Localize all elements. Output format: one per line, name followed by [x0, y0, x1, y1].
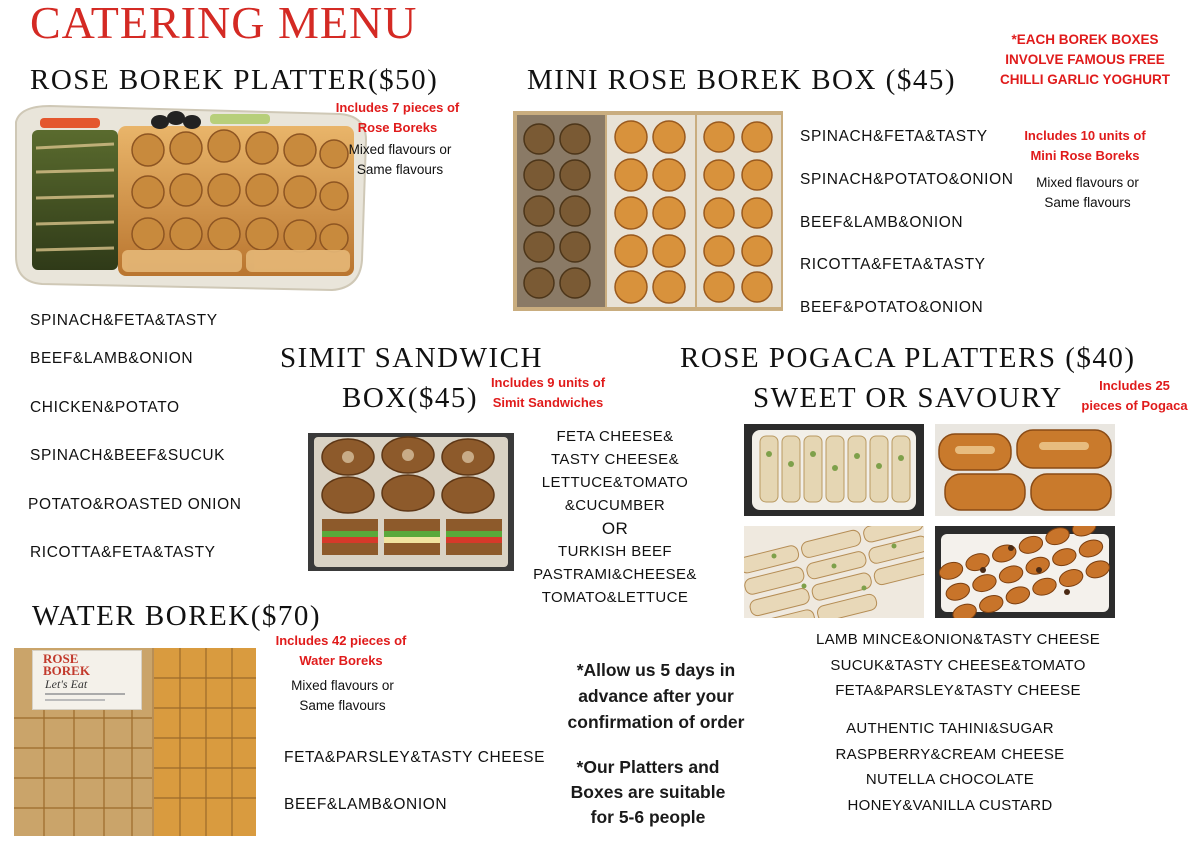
mini-box-flavour: SPINACH&POTATO&ONION [800, 171, 1014, 188]
mini-box-flavour: BEEF&POTATO&ONION [800, 299, 984, 316]
mini-box-heading: MINI ROSE BOREK BOX ($45) [527, 64, 956, 96]
brand-tagline: Let's Eat [45, 677, 88, 691]
mini-box-flavour: RICOTTA&FETA&TASTY [800, 256, 986, 273]
mini-box-includes: Includes 10 units of Mini Rose Boreks [1024, 128, 1146, 163]
simit-heading-line2: BOX($45) [342, 382, 479, 414]
water-borek-photo [14, 648, 256, 836]
water-borek-heading: WATER BOREK($70) [32, 600, 322, 632]
serving-notice: *Our Platters and Boxes are suitable for 5-6 people [570, 757, 726, 827]
brand-logo: ROSE BOREK [43, 651, 90, 678]
label-divider [45, 699, 105, 701]
advance-notice: *Allow us 5 days in advance after your confirmation of order [567, 660, 745, 732]
pogaca-includes: Includes 25 pieces of Pogaca [1081, 378, 1188, 413]
rose-borek-flavour: CHICKEN&POTATO [30, 399, 180, 416]
mini-box-flavour: SPINACH&FETA&TASTY [800, 128, 988, 145]
simit-box-photo [308, 433, 514, 571]
water-borek-label [32, 650, 142, 710]
page-title: CATERING MENU [30, 0, 418, 48]
rose-borek-flavour: SPINACH&FETA&TASTY [30, 312, 218, 329]
mini-box-photo [513, 111, 783, 311]
pogaca-photo-2 [935, 424, 1115, 516]
simit-includes: Includes 9 units of Simit Sandwiches [490, 375, 606, 410]
pogaca-heading-line1: ROSE POGACA PLATTERS ($40) [680, 342, 1136, 374]
free-yoghurt-note: *EACH BOREK BOXES INVOLVE FAMOUS FREE CHILLI GARLIC YOGHURT [1000, 32, 1170, 87]
rose-borek-flavour: RICOTTA&FETA&TASTY [30, 544, 216, 561]
pogaca-photo-3 [744, 526, 924, 618]
rose-borek-flavour: BEEF&LAMB&ONION [30, 350, 194, 367]
simit-fillings: FETA CHEESE& TASTY CHEESE& LETTUCE&TOMATO &CUCUMBER OR TURKISH BEEF PASTRAMI&CHEESE& TOMATO&LETTUCE [533, 428, 697, 606]
rose-borek-note: Mixed flavours or Same flavours [348, 142, 452, 177]
simit-heading-line1: SIMIT SANDWICH [280, 342, 543, 374]
water-borek-note: Mixed flavours or Same flavours [291, 678, 394, 713]
mini-box-note: Mixed flavours or Same flavours [1036, 175, 1139, 210]
rose-borek-includes: Includes 7 pieces of Rose Boreks [335, 100, 460, 135]
water-borek-flavour: BEEF&LAMB&ONION [284, 796, 448, 813]
rose-borek-heading: ROSE BOREK PLATTER($50) [30, 64, 439, 96]
pogaca-photo-4 [935, 526, 1115, 618]
mini-box-flavour: BEEF&LAMB&ONION [800, 214, 964, 231]
pogaca-heading-line2: SWEET OR SAVOURY [753, 382, 1063, 414]
label-divider [45, 693, 125, 695]
pogaca-savoury-list: LAMB MINCE&ONION&TASTY CHEESE SUCUK&TASTY CHEESE&TOMATO FETA&PARSLEY&TASTY CHEESE [815, 631, 1101, 699]
rose-borek-flavour: POTATO&ROASTED ONION [28, 496, 242, 513]
water-borek-flavour: FETA&PARSLEY&TASTY CHEESE [284, 749, 546, 766]
water-borek-includes: Includes 42 pieces of Water Boreks [275, 633, 407, 668]
pogaca-photo-1 [744, 424, 924, 516]
rose-borek-flavour: SPINACH&BEEF&SUCUK [30, 447, 226, 464]
pogaca-sweet-list: AUTHENTIC TAHINI&SUGAR RASPBERRY&CREAM CHEESE NUTELLA CHOCOLATE HONEY&VANILLA CUSTARD [835, 720, 1065, 814]
